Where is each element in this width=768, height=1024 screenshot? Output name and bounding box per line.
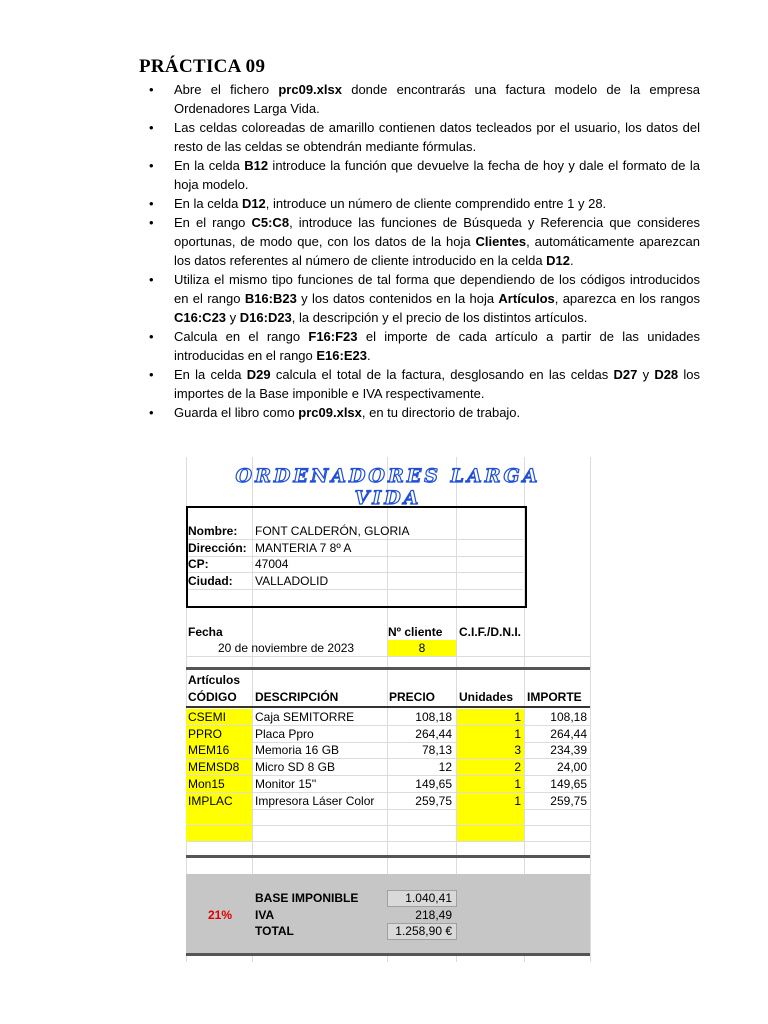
instruction-highlight: prc09.xlsx (278, 82, 342, 97)
client-box (186, 506, 527, 608)
instruction-text: , la descripción y el precio de los distintos artículos. (291, 310, 588, 325)
header-precio: PRECIO (389, 690, 436, 704)
item-importe: 24,00 (556, 760, 587, 775)
item-importe: 259,75 (550, 793, 587, 808)
cif-label: C.I.F./D.N.I. (459, 625, 522, 639)
instruction-highlight: Artículos (498, 291, 555, 306)
instruction-highlight: D28 (654, 367, 679, 382)
instruction-highlight: prc09.xlsx (298, 405, 362, 420)
instruction-highlight: C16:C23 (174, 310, 227, 325)
item-codigo: CSEMI (188, 710, 227, 724)
item-precio: 78,13 (421, 743, 452, 758)
total-value: 1.258,90 € (395, 924, 452, 938)
instruction-text: . (570, 253, 574, 268)
instruction-highlight: D16:D23 (239, 310, 292, 325)
item-descripcion: Micro SD 8 GB (255, 760, 336, 775)
instruction-text: los importes de la Base imponible e IVA respectivamente. (174, 367, 701, 401)
instruction-highlight: B12 (244, 158, 269, 173)
item-unidades: 1 (514, 793, 521, 808)
instruction-text: , aparezca en los rangos (554, 291, 700, 306)
instruction-text: , introduce las funciones de Búsqueda y Referencia que consideres oportunas, de modo que, con los datos de la hoja (174, 215, 700, 249)
instruction-highlight: F16:F23 (308, 329, 358, 344)
iva-value: 218,49 (415, 908, 452, 922)
instruction-text: calcula el total de la factura, desglosando en las celdas (270, 367, 614, 382)
item-descripcion: Memoria 16 GB (255, 743, 340, 758)
cliente-value: 8 (418, 641, 426, 655)
instruction-text: . (366, 348, 371, 363)
instruction-highlight: E16:E23 (316, 348, 367, 363)
instruction-item (147, 118, 700, 156)
item-precio: 264,44 (415, 726, 452, 741)
instruction-item (147, 80, 700, 118)
item-importe: 108,18 (550, 710, 587, 724)
base-value: 1.040,41 (405, 891, 452, 905)
page-title: PRÁCTICA 09 (139, 56, 266, 77)
instruction-text: En la celda (174, 158, 245, 173)
iva-rate: 21% (208, 908, 233, 922)
instruction-text: Guarda el libro como (174, 405, 299, 420)
instruction-text: y (226, 310, 240, 325)
instruction-highlight: D27 (613, 367, 638, 382)
item-importe: 149,65 (550, 776, 587, 791)
instruction-highlight: D12 (546, 253, 571, 268)
company-logo: ORDENADORES LARGA VIDA (235, 465, 541, 509)
client-field-label: CP: (188, 557, 209, 571)
invoice-spreadsheet (184, 457, 592, 962)
item-unidades: 1 (514, 776, 521, 791)
item-codigo: IMPLAC (188, 793, 233, 808)
instruction-text: Calcula en el rango (174, 329, 309, 344)
instruction-text: , automáticamente aparezcan los datos referentes al número de cliente introducido en la celda (174, 234, 700, 268)
client-field-value: 47004 (255, 557, 289, 571)
header-importe: IMPORTE (527, 690, 582, 704)
instruction-item (147, 156, 700, 194)
item-descripcion: Caja SEMITORRE (255, 710, 355, 724)
total-label: TOTAL (255, 924, 294, 938)
instruction-text: , en tu directorio de trabajo. (361, 405, 521, 420)
instruction-highlight: D12 (241, 196, 266, 211)
instruction-text: En el rango (174, 215, 252, 230)
item-precio: 149,65 (415, 776, 452, 791)
item-codigo: MEMSD8 (188, 760, 240, 775)
instruction-text: y los datos contenidos en la hoja (296, 291, 499, 306)
instruction-item (147, 365, 700, 403)
instruction-text: y (637, 367, 655, 382)
item-importe: 264,44 (550, 726, 587, 741)
item-codigo: Mon15 (188, 776, 225, 791)
item-codigo: MEM16 (188, 743, 230, 758)
instruction-item (147, 270, 700, 327)
client-field-value: MANTERIA 7 8º A (255, 541, 352, 555)
item-descripcion: Placa Ppro (255, 726, 314, 741)
item-codigo: PPRO (188, 726, 223, 741)
instruction-text: En la celda (174, 367, 247, 382)
instruction-text: En la celda (174, 196, 242, 211)
instruction-text: introduce la función que devuelve la fecha de hoy y dale el formato de la hoja modelo. (174, 158, 700, 192)
instruction-text: el importe de cada artículo a partir de las unidades introducidas en el rango (174, 329, 700, 363)
base-label: BASE IMPONIBLE (255, 891, 359, 905)
header-unidades: Unidades (459, 690, 514, 704)
client-field-value: VALLADOLID (255, 574, 329, 588)
instruction-text: Las celdas coloreadas de amarillo contienen datos tecleados por el usuario, los datos del resto de las celdas se obtendrán mediante fórmulas. (174, 120, 700, 154)
fecha-label: Fecha (188, 625, 223, 639)
fecha-value: 20 de noviembre de 2023 (218, 641, 355, 655)
item-unidades: 1 (514, 710, 521, 724)
instruction-highlight: C5:C8 (251, 215, 290, 230)
instruction-item (147, 403, 700, 422)
item-unidades: 2 (514, 760, 521, 775)
cliente-label: Nº cliente (388, 625, 443, 639)
instruction-text: Abre el fichero (174, 82, 279, 97)
instruction-text: , introduce un número de cliente comprendido entre 1 y 28. (265, 196, 607, 211)
item-descripcion: Monitor 15'' (255, 776, 317, 791)
instruction-item (147, 327, 700, 365)
item-precio: 12 (438, 760, 452, 775)
item-precio: 259,75 (415, 793, 452, 808)
instruction-item (147, 213, 700, 270)
header-codigo: CÓDIGO (188, 690, 237, 704)
header-descripcion: DESCRIPCIÓN (255, 690, 339, 704)
instruction-highlight: D29 (246, 367, 271, 382)
instruction-list (147, 80, 700, 422)
item-importe: 234,39 (550, 743, 587, 758)
articulos-label: Artículos (188, 673, 241, 687)
iva-label: IVA (255, 908, 275, 922)
instruction-highlight: B16:B23 (244, 291, 297, 306)
instruction-highlight: Clientes (475, 234, 527, 249)
instruction-text: Utiliza el mismo tipo funciones de tal forma que dependiendo de los códigos introducidos en el rango (174, 272, 700, 306)
client-field-label: Ciudad: (188, 574, 233, 588)
item-precio: 108,18 (415, 710, 452, 724)
client-field-label: Dirección: (188, 541, 247, 555)
item-descripcion: Impresora Láser Color (255, 793, 375, 808)
instruction-item (147, 194, 700, 213)
client-field-label: Nombre: (188, 524, 238, 538)
item-unidades: 1 (514, 726, 521, 741)
client-field-value: FONT CALDERÓN, GLORIA (255, 524, 410, 538)
item-unidades: 3 (514, 743, 521, 758)
instruction-text: donde encontrarás una factura modelo de la empresa Ordenadores Larga Vida. (174, 82, 701, 116)
